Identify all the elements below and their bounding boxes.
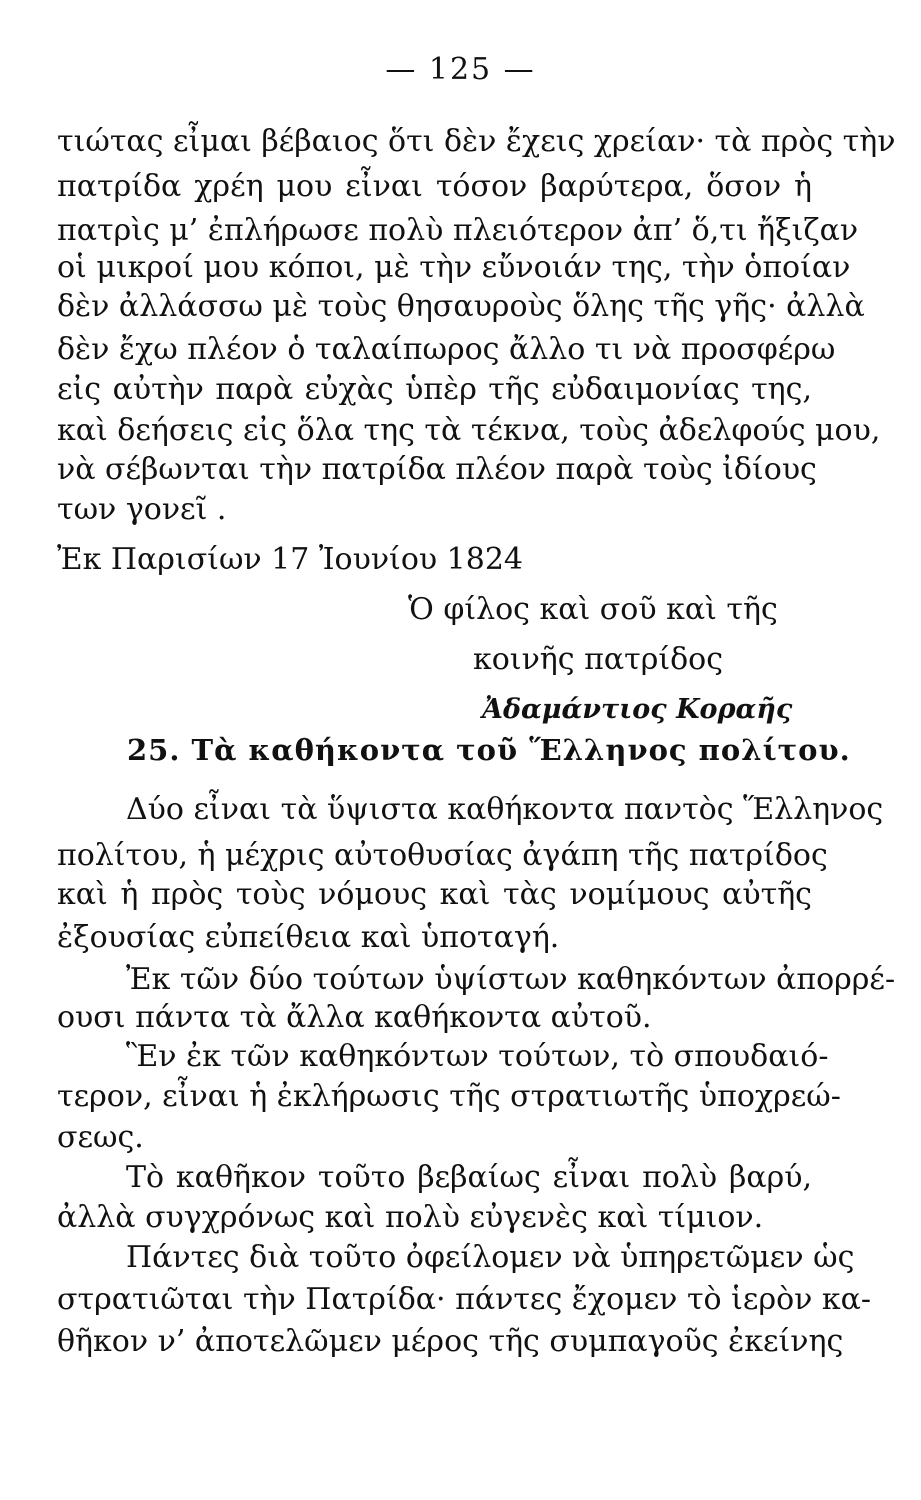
text-line: Πάντες διὰ τοῦτο ὀφείλομεν νὰ ὑπηρετῶμεν ὡς bbox=[126, 1240, 855, 1275]
text-line: πατρὶς μ’ ἐπλήρωσε πολὺ πλειότερον ἀπ’ ὅ,τι ἤξιζαν bbox=[57, 213, 859, 248]
text-line: τιώτας εἶμαι βέβαιος ὅτι δὲν ἔχεις χρείαν· τὰ πρὸς τὴν bbox=[57, 124, 896, 159]
text-line: Ἐκ τῶν δύο τούτων ὑψίστων καθηκόντων ἀπορρέ- bbox=[126, 962, 896, 997]
text-line: Δύο εἶναι τὰ ὕψιστα καθήκοντα παντὸς Ἕλληνος bbox=[126, 792, 884, 827]
text-line: σεως. bbox=[57, 1120, 144, 1155]
text-line: δὲν ἀλλάσσω μὲ τοὺς θησαυροὺς ὅλης τῆς γῆς· ἀλλὰ bbox=[57, 289, 865, 324]
page-number: — 125 — bbox=[385, 52, 536, 87]
text-line: θῆκον ν’ ἀποτελῶμεν μέρος τῆς συμπαγοῦς ἐκείνης bbox=[57, 1324, 844, 1359]
closing-line: Ὁ φίλος καὶ σοῦ καὶ τῆς bbox=[408, 592, 778, 627]
text-line: των γονεῖ . bbox=[57, 492, 227, 527]
text-line: ἀλλὰ συγχρόνως καὶ πολὺ εὐγενὲς καὶ τίμιον. bbox=[57, 1200, 764, 1235]
text-line: καὶ δεήσεις εἰς ὅλα της τὰ τέκνα, τοὺς ἀδελφούς μου, bbox=[57, 413, 881, 448]
text-line: ἐξουσίας εὐπείθεια καὶ ὑποταγή. bbox=[57, 920, 560, 955]
closing-line: κοινῆς πατρίδος bbox=[473, 642, 724, 677]
section-heading: 25. Τὰ καθήκοντα τοῦ Ἕλληνος πολίτου. bbox=[127, 733, 851, 767]
text-line: νὰ σέβωνται τὴν πατρίδα πλέον παρὰ τοὺς ἰδίους bbox=[57, 452, 817, 487]
text-line: Τὸ καθῆκον τοῦτο βεβαίως εἶναι πολὺ βαρύ, bbox=[126, 1160, 812, 1195]
text-line: οἱ μικροί μου κόποι, μὲ τὴν εὔνοιάν της, τὴν ὁποίαν bbox=[57, 250, 851, 285]
text-line: πατρίδα χρέη μου εἶναι τόσον βαρύτερα, ὅσον ἡ bbox=[57, 169, 812, 204]
text-line: τερον, εἶναι ἡ ἐκλήρωσις τῆς στρατιωτῆς ὑποχρεώ- bbox=[57, 1079, 841, 1114]
letter-date: Ἐκ Παρισίων 17 Ἰουνίου 1824 bbox=[57, 542, 523, 577]
signature: Ἀδαμάντιος Κοραῆς bbox=[482, 694, 793, 725]
text-line: Ἓν ἐκ τῶν καθηκόντων τούτων, τὸ σπουδαιό- bbox=[126, 1039, 829, 1074]
text-line: ουσι πάντα τὰ ἄλλα καθήκοντα αὐτοῦ. bbox=[57, 1000, 652, 1035]
text-line: εἰς αὐτὴν παρὰ εὐχὰς ὑπὲρ τῆς εὐδαιμονίας της, bbox=[57, 372, 812, 407]
text-line: δὲν ἔχω πλέον ὁ ταλαίπωρος ἄλλο τι νὰ προσφέρω bbox=[57, 332, 836, 367]
text-line: πολίτου, ἡ μέχρις αὐτοθυσίας ἀγάπη τῆς πατρίδος bbox=[57, 838, 828, 873]
text-line: καὶ ἡ πρὸς τοὺς νόμους καὶ τὰς νομίμους αὐτῆς bbox=[57, 877, 812, 912]
text-line: στρατιῶται τὴν Πατρίδα· πάντες ἔχομεν τὸ ἱερὸν κα- bbox=[57, 1282, 872, 1317]
